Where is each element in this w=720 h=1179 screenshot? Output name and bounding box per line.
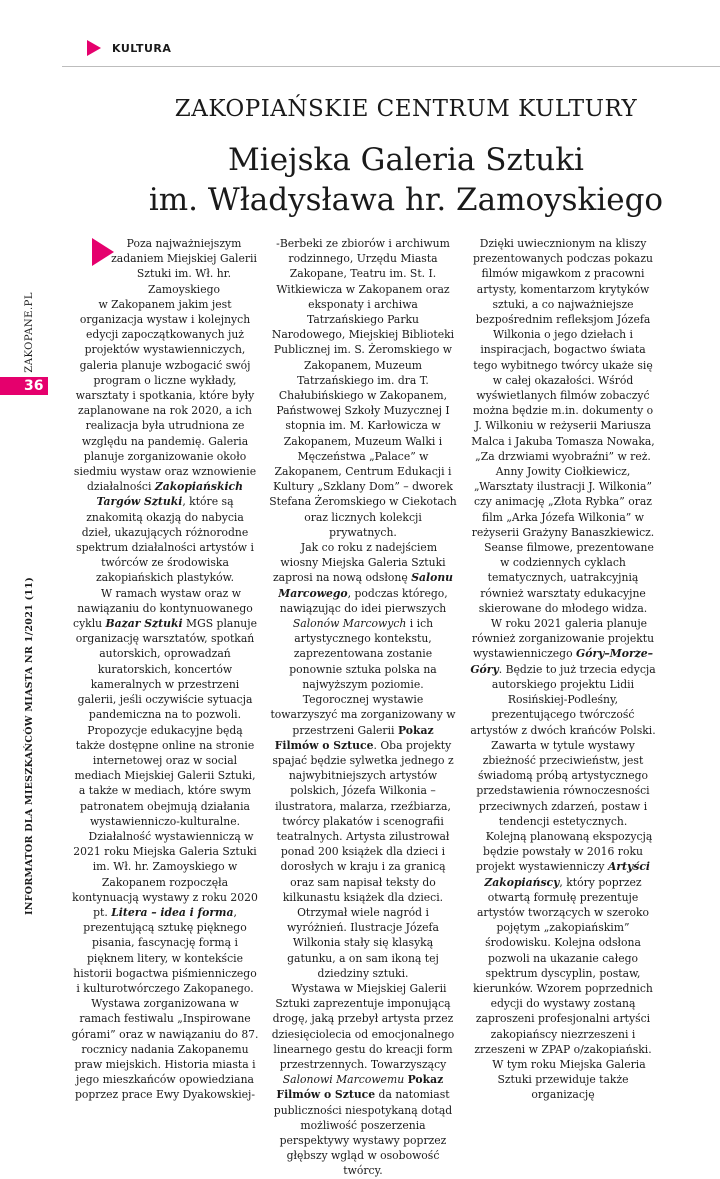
title-line-2: im. Władysława hr. Zamoyskiego [148, 182, 664, 218]
paragraph: W roku 2021 galeria planuje również zorganizowanie projektu wystawienniczego Góry–Morze–Góry. Będzie to już trzecia edycja autorskiego projektu Lidii Rosińskiej-Podleśny, prezentującego twórczość artystów z dwóch krańców Polski. Zawarta w tytule wystawy zbieżność przeciwieństw, jest świadomą próbą artystycznego przedstawienia równoczesności przeciwnych zdarzeń, postaw i tendencji estetycznych. [470, 617, 656, 828]
article-title [62, 140, 720, 220]
paragraph: Seanse filmowe, prezentowane w codziennych cyklach tematycznych, uatrakcyjnią również warsztaty edukacyjne skierowane do młodego widza. [478, 541, 654, 615]
page-number: 36 [0, 377, 48, 395]
section-label: KULTURA [112, 42, 172, 55]
title-line-1: Miejska Galeria Sztuki [228, 142, 584, 178]
text-column-2 [269, 236, 457, 1179]
paragraph: Wystawa w Miejskiej Galerii Sztuki zaprezentuje imponującą drogę, jaką przebył artysta przez dziesięciolecia od emocjonalnego linearnego gestu do kreacji form przestrzennych. Towarzyszący Salonowi Marcowemu Pokaz Filmów o Sztuce da natomiast publiczności niespotykaną dotąd możliwość poszerzenia perspektywy wystawy poprzez głębszy wgląd w osobowość twórcy. [271, 981, 455, 1178]
site-name: ZAKOPANE.PL [24, 292, 35, 373]
publication-info: INFORMATOR DLA MIESZKAŃCÓW MIASTA NR 1/2021 (11) [24, 576, 35, 915]
side-margin [22, 0, 36, 948]
article-kicker: ZAKOPIAŃSKIE CENTRUM KULTURY [174, 96, 638, 122]
paragraph: W tym roku Miejska Galeria Sztuki przewiduje także organizację [492, 1057, 646, 1102]
lead-paragraph: Poza najważniejszym zadaniem Miejskiej Galerii Sztuki im. Wł. hr. Zamoyskiego [111, 237, 257, 296]
paragraph: Kolejną planowaną ekspozycją będzie powstały w 2016 roku projekt wystawienniczy Artyści Zakopiańscy, który poprzez otwartą formułę prezentuje artystów tworzących w szeroko pojętym „zakopiańskim” środowisku. Kolejna odsłona pozwoli na ukazanie całego spektrum dyscyplin, postaw, kierunków. Wzorem poprzednich edycji do wystawy zostaną zaproszeni profesjonalni artyści zakopiańscy niezrzeszeni i zrzeszeni w ZPAP o/zakopiański. [473, 829, 653, 1056]
paragraph: Działalność wystawienniczą w 2021 roku Miejska Galeria Sztuki im. Wł. hr. Zamoyskiego w Zakopanem rozpoczęła kontynuacją wystawy z roku 2020 pt. Litera – idea i forma, prezentującą sztukę pięknego pisania, fascynację formą i pięknem litery, w kontekście historii bogactwa piśmienniczego i kulturotwórczego Zakopanego. Wystawa zorganizowana w ramach festiwalu „Inspirowane górami” oraz w nawiązaniu do 87. rocznicy nadania Zakopanemu praw miejskich. Historia miasta i jego mieszkańców opowiedziana poprzez prace Ewy Dyakowskiej- [71, 829, 259, 1102]
text-column-1 [71, 236, 259, 1103]
section-arrow-icon [87, 40, 101, 56]
paragraph: Dzięki uwiecznionym na kliszy prezentowanych podczas pokazu filmów migawkom z pracowni artysty, komentarzom krytyków sztuki, a co najważniejsze bezpośrednim refleksjom Józefa Wilkonia o jego dziełach i inspiracjach, bogactwo świata tego wybitnego twórcy ukaże się w całej okazałości. Wśród wyświetlanych filmów zobaczyć można będzie m.in. dokumenty o J. Wilkoniu w reżyserii Mariusza Malca i Jakuba Tomasza Nowaka, „Za drzwiami wyobraźni” w reż. Anny Jowity Ciołkiewicz, „Warsztaty ilustracji J. Wilkonia” czy animację „Złota Rybka” oraz film „Arka Józefa Wilkonia” w reżyserii Grażyny Banaszkiewicz. [471, 237, 655, 539]
text-column-3 [469, 236, 657, 1103]
paragraph: W ramach wystaw oraz w nawiązaniu do kontynuowanego cyklu Bazar Sztuki MGS planuje organizację warsztatów, spotkań autorskich, oprowadzań kuratorskich, koncertów kameralnych w przestrzeni galerii, jeśli oczywiście sytuacja pandemiczna na to pozwoli. Propozycje edukacyjne będą także dostępne online na stronie internetowej oraz w social mediach Miejskiej Galerii Sztuki, a także w mediach, które swym patronatem obejmują działania wystawienniczo-kulturalne. [73, 586, 257, 828]
paragraph: Jak co roku z nadejściem wiosny Miejska Galeria Sztuki zaprosi na nową odsłonę Salonu Marcowego, podczas którego, nawiązując do idei pierwszych Salonów Marcowych i ich artystycznego kontekstu, zaprezentowana zostanie ponownie sztuka polska na najwyższym poziomie. Tegorocznej wystawie towarzyszyć ma zorganizowany w przestrzeni Galerii Pokaz Filmów o Sztuce. Oba projekty spajać będzie sylwetka jednego z najwybitniejszych artystów polskich, Józefa Wilkonia – ilustratora, malarza, rzeźbiarza, twórcy plakatów i scenografii teatralnych. Artysta zilustrował ponad 200 książek dla dzieci i dorosłych w kraju i za granicą oraz sam napisał teksty do kilkunastu książek dla dzieci. Otrzymał wiele nagród i wyróżnień. Ilustracje Józefa Wilkonia stały się klasyką gatunku, a on sam ikoną tej dziedziny sztuki. [270, 541, 456, 980]
header-rule [62, 66, 720, 67]
paragraph: -Berbeki ze zbiorów i archiwum rodzinnego, Urzędu Miasta Zakopane, Teatru im. St. I. Witkiewicza w Zakopanem oraz eksponaty i archiwa Tatrzańskiego Parku Narodowego, Miejskiej Biblioteki Publicznej im. S. Żeromskiego w Zakopanem, Muzeum Tatrzańskiego im. dra T. Chałubińskiego w Zakopanem, Państwowej Szkoły Muzycznej I stopnia im. M. Karłowicza w Zakopanem, Muzeum Walki i Męczeństwa „Palace” w Zakopanem, Centrum Edukacji i Kultury „Szklany Dom” – dworek Stefana Żeromskiego w Ciekotach oraz licznych kolekcji prywatnych. [269, 237, 457, 539]
paragraph: w Zakopanem jakim jest organizacja wystaw i kolejnych edycji zapoczątkowanych już projektów wystawienniczych, galeria planuje wzbogacić swój program o liczne wykłady, warsztaty i spotkania, które były zaplanowane na rok 2020, a ich realizacja była utrudniona ze względu na pandemię. Galeria planuje zorganizowanie około siedmiu wystaw oraz wznowienie działalności Zakopiańskich Targów Sztuki, które są znakomitą okazją do nabycia dzieł, ukazujących różnorodne spektrum działalności artystów i twórców ze środowiska zakopiańskich plastyków. [73, 297, 257, 585]
